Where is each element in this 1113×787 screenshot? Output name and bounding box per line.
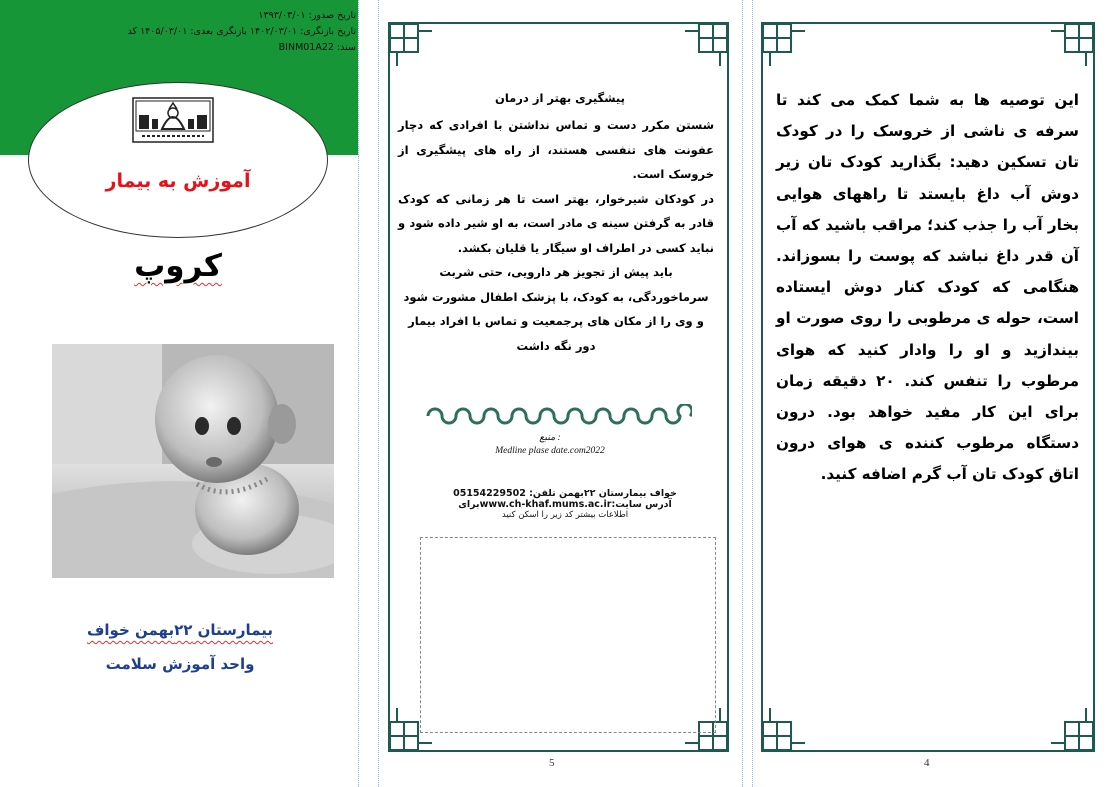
hospital-name-text: بیمارستان ۲۲بهمن خواف [86, 621, 274, 639]
prevention-paragraph-2: در کودکان شیرخوار، بهتر است تا هر زمانی که کودک قادر به گرفتن سینه ی مادر است، به او شیر داده شود و نباید کسی در اطراف او سیگار یا قلیان بکشد. [398, 191, 714, 255]
panel-guide-4 [752, 0, 753, 787]
source-text: Medline plase date.com2022 [495, 446, 605, 456]
disease-title [28, 248, 328, 284]
prevention-heading: پیشگیری بهتر از درمان [495, 91, 625, 105]
baby-photo [52, 344, 334, 578]
source-block [420, 432, 680, 458]
info-line: اطلاعات بیشتر کد زیر را اسکن کنید [501, 510, 629, 520]
corner-ornament-icon [761, 22, 807, 68]
qr-code-placeholder [420, 537, 716, 733]
department-name: واحد آموزش سلامت [105, 655, 255, 673]
issue-date: تاریخ صدور: ۱۳۹۳/۰۳/۰۱ [258, 10, 356, 21]
phone-line: خواف بیمارستان ۲۲بهمن تلفن: 05154229502 [453, 488, 677, 499]
cover-title: آموزش به بیمار [105, 170, 251, 192]
baby-bath-image [52, 344, 334, 578]
corner-ornament-icon [1049, 22, 1095, 68]
document-meta [40, 8, 356, 56]
care-advice-text: این توصیه ها به شما کمک می کند تا سرفه ی ناشی از خروسک را در کودک تان تسکین دهید: بگذارید کودک تان زیر دوش آب داغ بایستد تا راههای هوایی بخار آب را جذب کند؛ مراقب باشید که آب آن قدر داغ نباشد که پوست را بسوزاند. هنگامی که کودک کنار دوش ایستاده است، حوله ی مرطوبی را روی صورت او بیندازید و او را وادار کنید که هوای مرطوب را تنفس کند. ۲۰ دقیقه زمان برای این کار مفید خواهد بود. درون دستگاه مرطوب کننده ی هوای درون اتاق کودک تان آب گرم اضافه کنید. [776, 91, 1079, 484]
corner-ornament-icon [761, 706, 807, 752]
source-label: منبع : [539, 433, 561, 443]
prevention-paragraph-3: باید پیش از تجویز هر دارویی، حتی شربت سرماخوردگی، به کودک، با پزشک اطفال مشورت شود و وی را از مکان های پرجمعیت و تماس با افراد بیمار دور نگه داشت [403, 265, 709, 353]
corner-ornament-icon [1049, 706, 1095, 752]
corner-ornament-icon [388, 22, 434, 68]
review-dates: تاریخ بازنگری: ۱۴۰۲/۰۳/۰۱ بازنگری بعدی: ۱۴۰۵/۰۳/۰۱ کد [127, 26, 356, 37]
site-line[interactable]: آدرس سایت:www.ch-khaf.mums.ac.irبرای [458, 499, 672, 510]
panel-guide-3 [742, 0, 743, 787]
prevention-paragraph-1: شستن مکرر دست و تماس نداشتن با افرادی که دچار عفونت های تنفسی هستند، از راه های پیشگیری از خروسک است. [398, 118, 714, 181]
corner-ornament-icon [683, 22, 729, 68]
hospital-name [20, 613, 340, 647]
prevention-text [398, 113, 714, 358]
document-code: سند: BINM01A22 [278, 42, 356, 53]
contact-block [440, 488, 690, 521]
page-number-5: 5 [549, 757, 555, 769]
disease-title-text: کروپ [134, 248, 222, 284]
university-logo-icon [132, 97, 214, 143]
cover-panel [0, 0, 358, 787]
ornament-divider-icon [426, 404, 692, 428]
page-number-4: 4 [924, 757, 930, 769]
hospital-block [20, 613, 340, 681]
panel-guide-2 [378, 0, 379, 787]
panel-guide-1 [358, 0, 359, 787]
